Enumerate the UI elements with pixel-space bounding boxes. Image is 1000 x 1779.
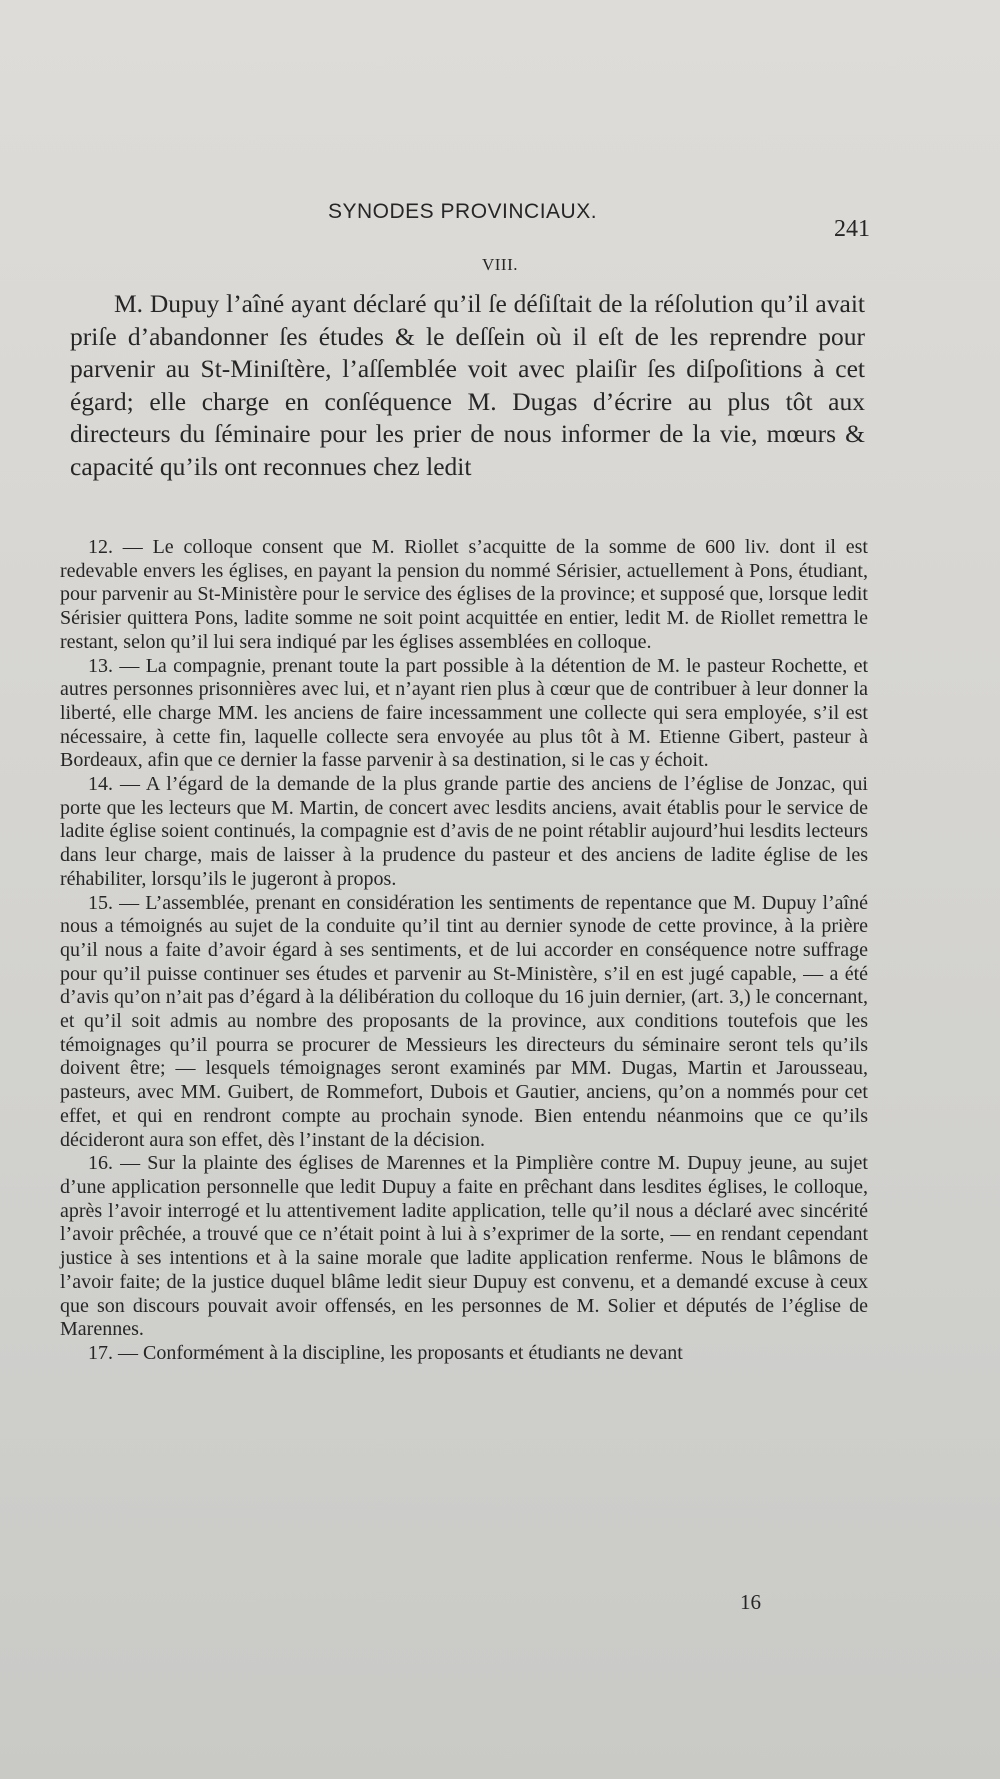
- main-paragraph: M. Dupuy l’aîné ayant déclaré qu’il ſe déſiſtait de la réſolution qu’il avait priſe d’abandonner ſes études & le deſſein où il eſt de les reprendre pour parvenir au St-Miniſtère, l’aſſemblée voit avec plaiſir ſes diſpoſitions à cet égard; elle charge en conſéquence M. Dugas d’écrire au plus tôt aux directeurs du ſéminaire pour les prier de nous informer de la vie, mœurs & capacité qu’ils ont reconnues chez ledit: [70, 289, 865, 481]
- note-15: 15. — L’assemblée, prenant en considération les sentiments de repentance que M. Dupuy l’aîné nous a témoignés au sujet de la conduite qu’il tint au dernier synode de cette province, à la prière qu’il nous a faite d’avoir égard à ses sentiments, et de lui accorder en conséquence notre suffrage pour qu’il puisse continuer ses études et parvenir au St-Ministère, s’il en est jugé capable, — a été d’avis qu’on n’ait pas d’égard à la délibération du colloque du 16 juin dernier, (art. 3,) le concernant, et qu’il soit admis au nombre des proposants de la province, aux conditions toutefois que les témoignages qu’il pourra se procurer de Messieurs les directeurs du séminaire seront tels qu’ils doivent être; — lesquels témoignages seront examinés par MM. Dugas, Martin et Jarousseau, pasteurs, avec MM. Guibert, de Rommefort, Dubois et Gautier, anciens, qu’on a nommés pour cet effet, et qui en rendront compte au prochain synode. Bien entendu néanmoins que ce qu’ils décideront aura son effet, dès l’instant de la décision.: [60, 891, 868, 1151]
- note-12: 12. — Le colloque consent que M. Riollet s’acquitte de la somme de 600 liv. dont il est redevable envers les églises, en payant la pension du nommé Sérisier, actuellement à Pons, étudiant, pour parvenir au St-Ministère pour le service des églises de la province; et supposé que, lorsque ledit Sérisier quittera Pons, ladite somme ne soit point acquittée en entier, ledit M. de Riollet remettra le restant, selon qu’il lui sera indiqué par les églises assemblées en colloque.: [60, 536, 868, 653]
- note-14: 14. — A l’égard de la demande de la plus grande partie des anciens de l’église de Jonzac, qui porte que les lecteurs que M. Martin, de concert avec lesdits anciens, avait établis pour le service de ladite église soient continués, la compagnie est d’avis de ne point rétablir aujourd’hui lesdits lecteurs dans leur charge, mais de laisser à la prudence du pasteur et des anciens de ladite église de les réhabiliter, lorsqu’ils le jugeront à propos.: [60, 773, 868, 890]
- running-title: SYNODES PROVINCIAUX.: [328, 200, 598, 223]
- page-header: [0, 200, 1000, 240]
- note-17: 17. — Conformément à la discipline, les proposants et étudiants ne devant: [88, 1341, 683, 1364]
- section-heading: VIII.: [481, 255, 518, 274]
- page-number: 241: [834, 216, 870, 242]
- printer-signature-mark: 16: [740, 1590, 761, 1614]
- main-text-block: [70, 288, 865, 483]
- note-13: 13. — La compagnie, prenant toute la part possible à la détention de M. le pasteur Rochette, et autres personnes prisonnières avec lui, et n’ayant rien plus à cœur que de contribuer à leur donner la liberté, elle charge MM. les anciens de faire incessamment une collecte qui sera employée, s’il est nécessaire, à cette fin, laquelle collecte sera envoyée au plus tôt à M. Etienne Gibert, pasteur à Bordeaux, afin que ce dernier la fasse parvenir à sa destination, si le cas y échoit.: [60, 654, 868, 772]
- note-16: 16. — Sur la plainte des églises de Marennes et la Pimplière contre M. Dupuy jeune, au sujet d’une application personnelle que ledit Dupuy a faite en prêchant dans lesdites églises, le colloque, après l’avoir interrogé et lu attentivement ladite application, telle qu’il nous a déclaré avec sincérité l’avoir prêchée, a trouvé que ce n’était point à lui à s’exprimer de la sorte, — en rendant cependant justice à ses intentions et à la saine morale que ladite application renferme. Nous le blâmons de l’avoir faite; de la justice duquel blâme ledit sieur Dupuy est convenu, et a demandé excuse à ceux que son discours pouvait avoir offensés, en les personnes de M. Solier et députés de l’église de Marennes.: [60, 1152, 868, 1341]
- notes-block: [60, 536, 868, 1366]
